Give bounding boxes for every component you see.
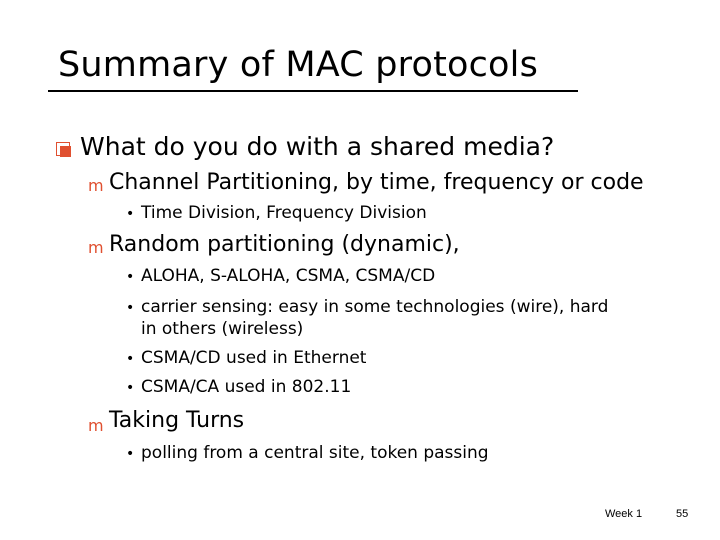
slide-title-text: Summary of MAC protocols <box>58 45 539 85</box>
page-number: 55 <box>676 508 689 520</box>
list-item: CSMA/CD used in Ethernet <box>141 348 367 368</box>
bullet-dot-icon: • <box>126 206 135 222</box>
list-item-continuation: in others (wireless) <box>141 319 304 339</box>
bullet-square-icon <box>56 142 70 156</box>
bullet-m-icon: m <box>88 416 104 435</box>
bullet-m-icon: m <box>88 238 104 257</box>
main-point: What do you do with a shared media? <box>80 132 555 161</box>
list-item: ALOHA, S-ALOHA, CSMA, CSMA/CD <box>141 266 436 286</box>
footer-week: Week 1 <box>605 508 643 520</box>
bullet-dot-icon: • <box>126 300 135 316</box>
slide-title <box>48 40 578 92</box>
section-heading-turns: Taking Turns <box>109 408 245 433</box>
bullet-dot-icon: • <box>126 351 135 367</box>
list-item: carrier sensing: easy in some technologies (wire), hard <box>141 297 609 317</box>
list-item: Time Division, Frequency Division <box>141 203 427 223</box>
list-item: polling from a central site, token passing <box>141 443 489 463</box>
bullet-m-icon: m <box>88 176 104 195</box>
section-heading-partitioning: Channel Partitioning, by time, frequency or code <box>109 170 644 195</box>
section-heading-random: Random partitioning (dynamic), <box>109 232 460 257</box>
bullet-dot-icon: • <box>126 446 135 462</box>
list-item: CSMA/CA used in 802.11 <box>141 377 352 397</box>
bullet-dot-icon: • <box>126 269 135 285</box>
bullet-dot-icon: • <box>126 380 135 396</box>
